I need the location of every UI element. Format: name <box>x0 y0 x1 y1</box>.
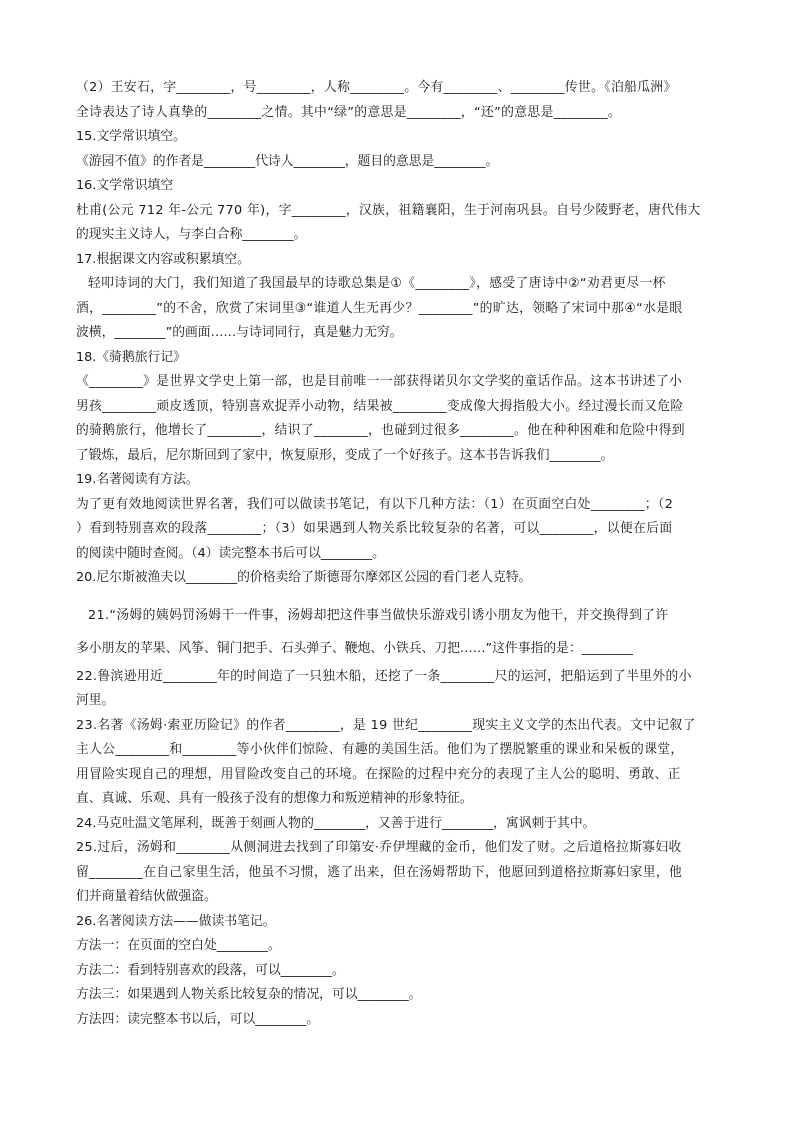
q19-heading: 19.名著阅读有方法。 <box>76 472 199 487</box>
q19-line2: ）看到特别喜欢的段落________；（3）如果遇到人物关系比较复杂的名著，可以________，以便在后面 <box>76 521 673 536</box>
q14-part2-line1: （2）王安石，字________，号________，人称________。今有________、________传世。《泊船瓜洲》 <box>76 80 677 95</box>
q26-method2: 方法二：看到特别喜欢的段落，可以________。 <box>76 962 345 978</box>
q18-line3: 的骑鹅旅行，他增长了________，结识了________，也碰到过很多________。他在种种困难和危险中得到 <box>76 423 685 438</box>
q26-method4: 方法四：读完整本书以后，可以________。 <box>76 1011 320 1027</box>
q15-line1: 《游园不值》的作者是________代诗人________，题目的意思是________。 <box>76 153 499 169</box>
q18-heading: 18.《骑鹅旅行记》 <box>76 349 186 365</box>
q22-line1: 22.鲁滨逊用近________年的时间造了一只独木船，还挖了一条________尺的运河，把船运到了半里外的小 <box>76 668 692 684</box>
q26-heading: 26.名著阅读方法——做读书笔记。 <box>76 913 276 929</box>
q17-line2: 酒，________”的不舍，欣赏了宋词里③“谁道人生无再少？________”的旷达，领略了宋词中那④“水是眼 <box>76 300 683 316</box>
q15-heading: 15.文学常识填空。 <box>76 129 186 144</box>
q23-line3: 用冒险实现自己的理想，用冒险改变自己的环境。在探险的过程中充分的表现了主人公的聪明、勇敢、正 <box>76 766 681 782</box>
q14-part2-line2: 全诗表达了诗人真挚的________之情。其中“绿”的意思是________，“还”的意思是________。 <box>76 104 621 120</box>
q23-line2: 主人公________和________等小伙伴们惊险、有趣的美国生活。他们为了摆脱繁重的课业和呆板的课堂， <box>76 742 684 757</box>
q18-line2: 男孩________顽皮透顶，特别喜欢捉弄小动物，结果被________变成像大拇指般大小。经过漫长而又危险 <box>76 398 684 414</box>
q26-method1: 方法一：在页面的空白处________。 <box>76 938 281 953</box>
q16-heading: 16.文学常识填空 <box>76 178 174 193</box>
q16-line2: 的现实主义诗人，与李白合称________。 <box>76 227 307 242</box>
q25-line1: 25.过后，汤姆和________从侧洞进去找到了印第安·乔伊埋藏的金币，他们发了财。之后道格拉斯寡妇收 <box>76 840 682 855</box>
q24-line1: 24.马克吐温文笔犀利，既善于刻画人物的________，又善于进行________，寓讽刺于其中。 <box>76 815 596 831</box>
q17-line1: 轻叩诗词的大门，我们知道了我国最早的诗歌总集是①《________》，感受了唐诗中②“劝君更尽一杯 <box>88 276 666 291</box>
q17-heading: 17.根据课文内容或积累填空。 <box>76 251 250 267</box>
q22-line2: 河里。 <box>76 693 115 708</box>
q21-line1: 21.“汤姆的姨妈罚汤姆干一件事，汤姆却把这件事当做快乐游戏引诱小朋友为他干，并交换得到了许 <box>88 607 669 623</box>
q20-line1: 20.尼尔斯被渔夫以________的价格卖给了斯德哥尔摩郊区公园的看门老人克特。 <box>76 570 532 585</box>
q23-line1: 23.名著《汤姆·索亚历险记》的作者________，是 19 世纪________现实主义文学的杰出代表。文中记叙了 <box>76 717 696 733</box>
document-page <box>76 76 722 1032</box>
q19-line3: 的阅读中随时查阅。（4）读完整本书后可以________。 <box>76 545 385 561</box>
q25-line2: 留________在自己家里生活，他虽不习惯，逃了出来，但在汤姆帮助下，他愿回到道格拉斯寡妇家里，他 <box>76 864 683 880</box>
q18-line1: 《________》是世界文学史上第一部，也是目前唯一一部获得诺贝尔文学奖的童话作品。这本书讲述了小 <box>76 374 683 389</box>
q16-line1: 杜甫(公元 712 年-公元 770 年)，字________，汉族，祖籍襄阳，生于河南巩县。自号少陵野老，唐代伟大 <box>76 202 701 218</box>
q25-line3: 们并商量着结伙做强盗。 <box>76 889 217 904</box>
q18-line4: 了锻炼，最后，尼尔斯回到了家中，恢复原形，变成了一个好孩子。这本书告诉我们________。 <box>76 447 614 463</box>
q21-line2: 多小朋友的苹果、风筝、铜门把手、石头弹子、鞭炮、小铁兵、刀把……”这件事指的是：________ <box>76 640 633 656</box>
q17-line3: 波横，________”的画面……与诗词同行，真是魅力无穷。 <box>76 325 403 340</box>
q23-line4: 直、真诚、乐观、具有一般孩子没有的想像力和叛逆精神的形象特征。 <box>76 791 473 806</box>
q26-method3: 方法三：如果遇到人物关系比较复杂的情况，可以________。 <box>76 987 422 1002</box>
q19-line1: 为了更有效地阅读世界名著，我们可以做读书笔记，有以下几种方法：（1）在页面空白处________；（2 <box>76 496 674 512</box>
